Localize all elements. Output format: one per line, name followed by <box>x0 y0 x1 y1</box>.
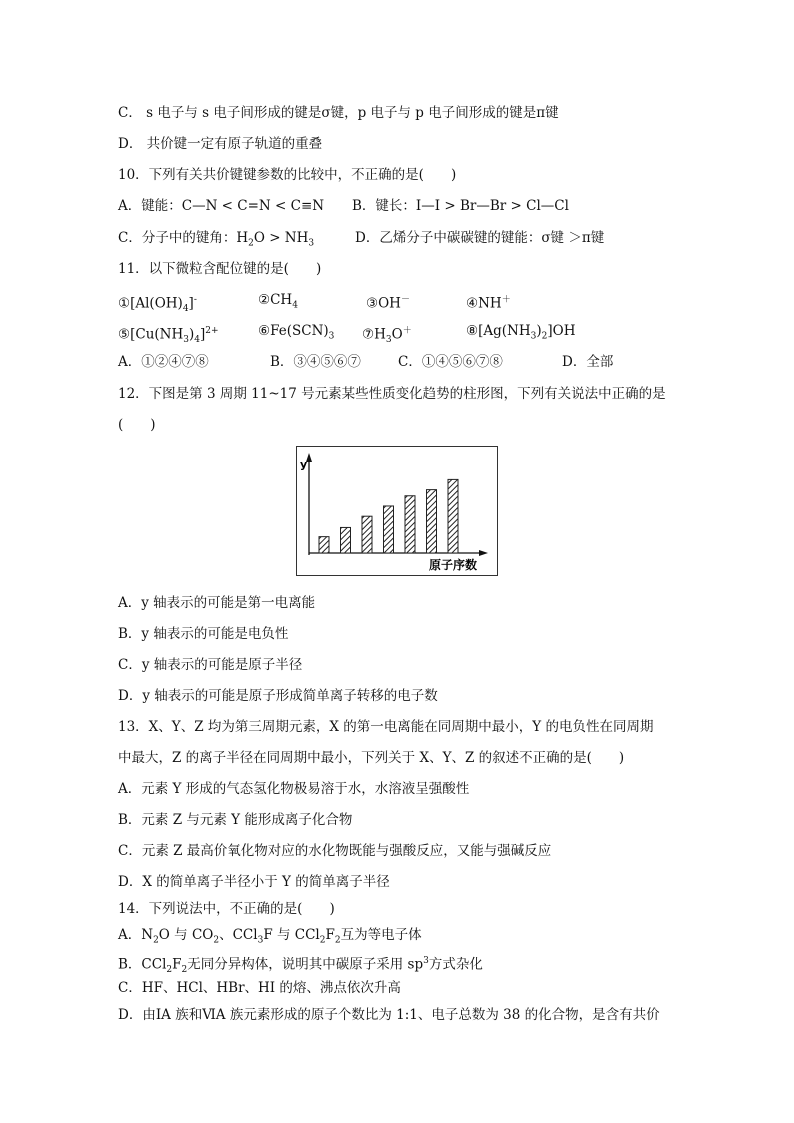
q9-option-d: D． 共价键一定有原子轨道的重叠 <box>118 136 323 152</box>
q12-option-b: B．y 轴表示的可能是电负性 <box>118 626 289 642</box>
q11-item-6: $⑥Fe(SCN)_3$ <box>258 323 335 342</box>
bar-element-16 <box>427 490 437 553</box>
x-axis-label: 原子序数 <box>429 558 478 572</box>
bar-element-12 <box>341 527 351 553</box>
q11-item-8: $⑧[Ag(NH_3)_2]OH$ <box>466 323 576 342</box>
q14-stem: 14．下列说法中，不正确的是( ) <box>118 901 335 917</box>
q12-option-d: D．y 轴表示的可能是原子形成简单离子转移的电子数 <box>118 688 438 704</box>
q13-stem-line-2: 中最大，Z 的离子半径在同周期中最小，下列关于 X、Y、Z 的叙述不正确的是( ) <box>118 750 625 766</box>
x-axis-arrow-icon <box>479 550 488 556</box>
bar-chart-svg <box>297 447 497 575</box>
q14-option-b: B．$CCl_2F_2$无同分异构体，说明其中碳原子采用 $sp^3$方式杂化 <box>118 956 483 976</box>
q14-option-d: D．由ⅠA 族和ⅥA 族元素形成的原子个数比为 1:1、电子总数为 38 的化合物，是含有共价 <box>118 1007 660 1023</box>
q14-option-c: C．HF、HCl、HBr、HI 的熔、沸点依次升高 <box>118 980 401 996</box>
q11-item-7: $⑦H_3O^+$ <box>362 326 412 346</box>
q13-option-a: A．元素 Y 形成的气态氢化物极易溶于水，水溶液呈强酸性 <box>118 781 470 797</box>
q12-stem-line-1: 12．下图是第 3 周期 11~17 号元素某些性质变化趋势的柱形图，下列有关说法中正确的是 <box>118 386 666 402</box>
q11-option-a: A．①②④⑦⑧ <box>118 354 209 370</box>
bar-element-15 <box>405 496 415 553</box>
q12-bar-chart <box>296 446 498 576</box>
q12-stem-line-2: ( ) <box>118 417 156 433</box>
q12-option-a: A．y 轴表示的可能是第一电离能 <box>118 595 316 611</box>
bar-element-14 <box>384 506 394 553</box>
q11-item-4: ④NH＋ <box>466 295 511 312</box>
q13-stem-line-1: 13．X、Y、Z 均为第三周期元素，X 的第一电离能在同周期中最小，Y 的电负性在同周期 <box>118 719 654 735</box>
q11-item-3: ③OH－ <box>366 295 410 312</box>
q11-stem: 11．以下微粒含配位键的是( ) <box>118 261 322 277</box>
q13-option-b: B．元素 Z 与元素 Y 能形成离子化合物 <box>118 812 353 828</box>
q10-option-d: D．乙烯分子中碳碳键的键能：σ键 ＞π键 <box>355 230 605 246</box>
q10-option-c: C．分子中的键角：$H_2O > NH_3$ <box>118 230 315 249</box>
q13-option-d: D．X 的简单离子半径小于 Y 的简单离子半径 <box>118 874 390 890</box>
q11-item-1: $①[Al(OH)_4]^-$ <box>118 295 197 315</box>
q9-option-c: C． s 电子与 s 电子间形成的键是σ键，p 电子与 p 电子间形成的键是π键 <box>118 105 559 121</box>
q10-option-a: A．键能：C—N < C=N < C≡N <box>118 198 325 214</box>
q10-stem: 10．下列有关共价键键参数的比较中，不正确的是( ) <box>118 167 457 183</box>
q11-item-5: $⑤[Cu(NH_3)_4]^{2+}$ <box>118 326 219 346</box>
q11-option-c: C．①④⑤⑥⑦⑧ <box>398 354 503 370</box>
bar-element-11 <box>319 537 329 553</box>
q10-option-b: B．键长：I—I > Br—Br > Cl—Cl <box>352 198 569 214</box>
q11-item-2: $②CH_4$ <box>258 292 298 311</box>
bar-element-17 <box>448 479 458 553</box>
q14-option-a: A．$N_2O$ 与 $CO_2$、CCl$_3$F 与 $CCl_2F_2$互为等电子体 <box>118 927 422 946</box>
bar-element-13 <box>362 516 372 553</box>
q11-option-b: B．③④⑤⑥⑦ <box>270 354 361 370</box>
y-axis-label: y <box>300 458 308 471</box>
q11-option-d: D．全部 <box>562 354 614 370</box>
q12-option-c: C．y 轴表示的可能是原子半径 <box>118 657 303 673</box>
q13-option-c: C．元素 Z 最高价氧化物对应的水化物既能与强酸反应，又能与强碱反应 <box>118 843 552 859</box>
